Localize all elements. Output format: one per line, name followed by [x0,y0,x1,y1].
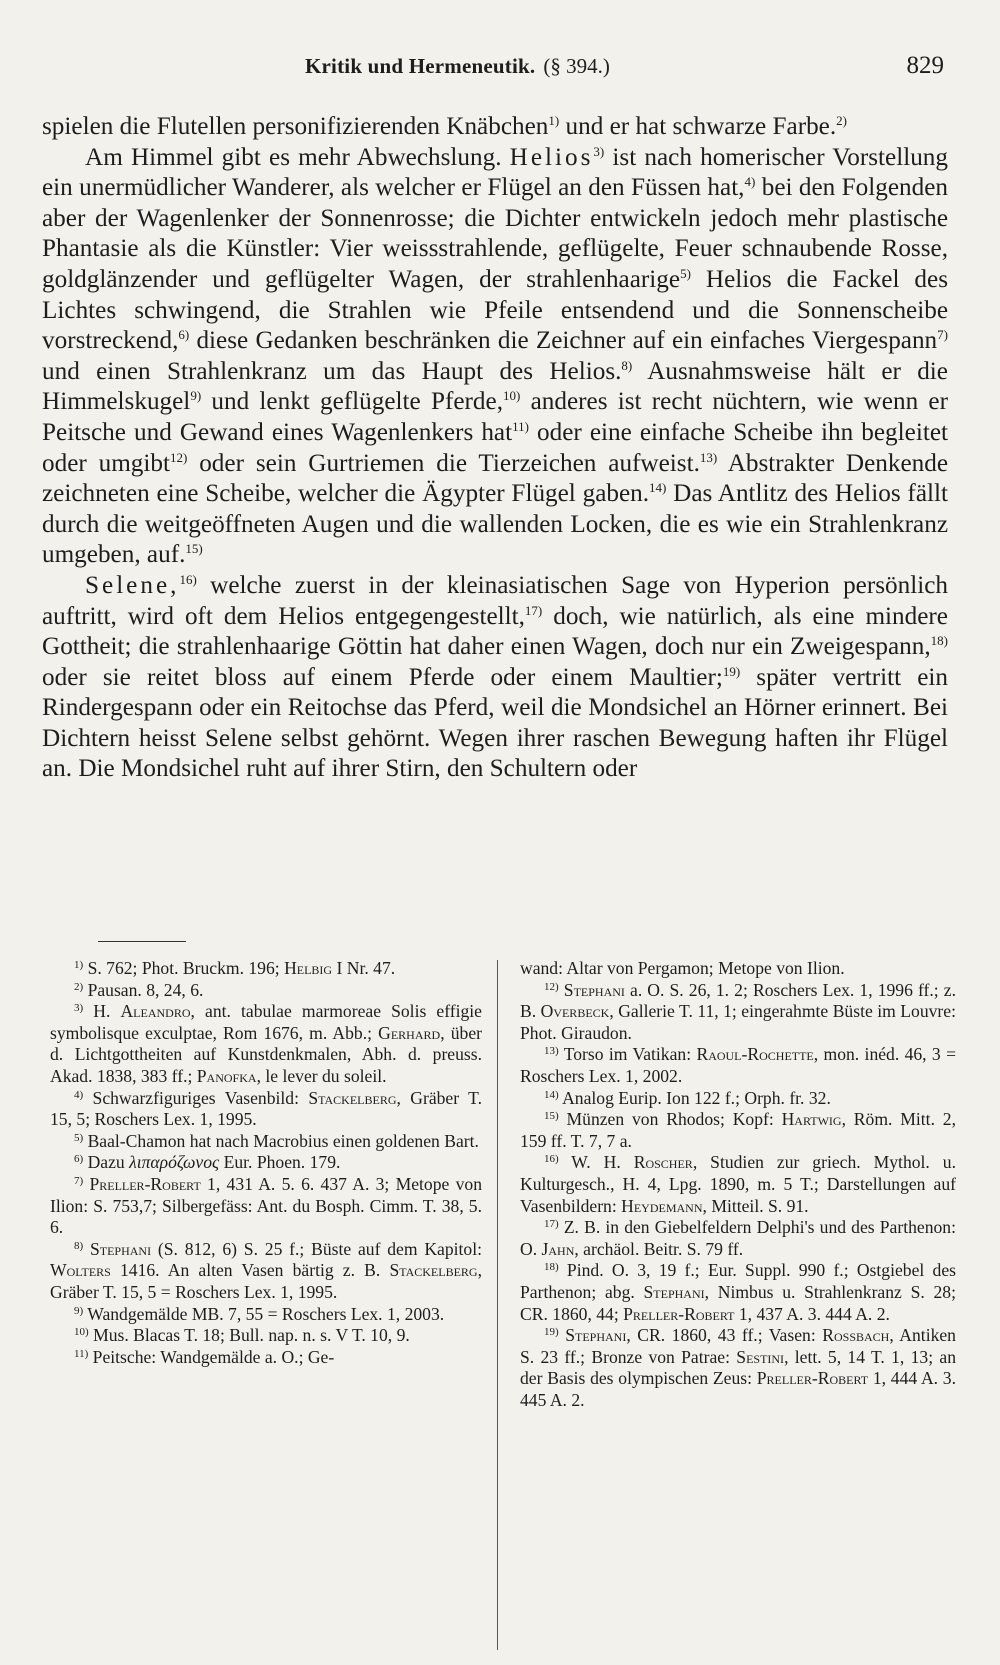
footnote-ref: 18) [930,633,948,649]
author-name: Stephani [563,979,625,1000]
paragraph-2 [42,143,948,571]
footnote-ref: 5) [680,265,691,281]
footnote-ref: 7) [937,327,948,343]
footnote-1 [50,958,482,980]
footnote-ref: 19) [722,663,741,679]
text-run: Mus. Blacas T. 18; Bull. nap. n. s. V T. 10, 9. [88,1325,410,1346]
footnote-number: 11) [74,1347,89,1360]
footnote-19 [520,1325,956,1411]
text-run: Eur. Phoen. 179. [219,1152,341,1173]
text-run: Z. B. in den Giebelfeldern Delphi's und des Parthenon: O. [520,1217,956,1259]
author-name: Rossbach [822,1325,890,1346]
footnote-ref: 4) [744,174,756,190]
section-reference: (§ 394.) [543,54,610,78]
author-name: Panofka [196,1065,257,1086]
footnote-9 [50,1304,482,1326]
footnote-number: 1) [74,959,84,971]
text-run: oder eine einfache Scheibe ihn begleitet oder umgibt [42,418,948,477]
footnote-number: 6) [74,1153,84,1166]
footnote-number: 19) [544,1326,559,1339]
text-run: Münzen von Rhodos; Kopf: [558,1109,782,1130]
footnote-ref: 1) [548,113,560,128]
text-run: Analog Eurip. Ion 122 f.; Orph. fr. 32. [558,1087,831,1108]
text-run: Am Himmel gibt es mehr Abwechslung. [85,143,510,171]
text-run: 1, 431 A. 5. 6. 437 A. 3; Metope von Ilion: S. 753,7; Silbergefäss: Ant. du Bosph. Cimm. T. 38, 5. 6. [50,1173,482,1238]
author-name: Preller-Robert [756,1368,869,1389]
author-name: Stephani [565,1325,627,1346]
page-number: 829 [906,52,944,79]
paragraph-3 [42,571,948,785]
text-run: 1, 444 A. 3. 445 A. 2. [520,1368,956,1410]
keyword-selene: Selene, [85,571,180,599]
author-name: Hartwig [781,1109,842,1130]
footnote-12 [520,980,956,1045]
text-run: Peitsche: Wandgemälde a. O.; Ge- [88,1346,335,1367]
footnote-number: 14) [544,1088,559,1101]
author-name: Raoul-Rochette [696,1044,814,1065]
text-run: , archäol. Beitr. S. 79 ff. [574,1238,744,1259]
footnote-number: 9) [74,1304,84,1317]
text-run: , über d. Lichtgottheiten auf Kunstdenkmalen, Abh. d. preuss. Akad. 1838, 383 ff.; [50,1022,482,1086]
text-run: Torso im Vatikan: [558,1044,697,1065]
footnote-ref: 3) [593,143,605,159]
text-run: , Gallerie T. 11, 1; eingerahmte Büste im Louvre: Phot. Giraudon. [520,1001,956,1043]
author-name: Stephani [89,1238,152,1259]
footnote-ref: 9) [190,388,202,404]
text-run: W. H. [558,1152,634,1173]
text-run: Pind. O. 3, 19 f.; Eur. Suppl. 990 f.; Ostgiebel des Parthenon; abg. [520,1260,956,1302]
greek-word: λιπαρόζωνος [129,1152,220,1173]
text-run: , le lever du soleil. [256,1065,387,1086]
footnote-ref: 10) [503,388,521,404]
text-run: (S. 812, 6) S. 25 f.; Büste auf dem Kapitol: [151,1238,483,1259]
footnote-ref: 15) [185,541,203,557]
main-text [42,112,948,785]
text-run: H. [83,1001,121,1022]
footnote-11 [50,1347,482,1369]
author-name: Wolters [50,1260,111,1281]
text-run: , ant. tabulae marmoreae Solis effigie symbolisque exculptae, Rom 1676, m. Abb.; [50,1001,482,1043]
footnote-number: 4) [74,1088,84,1101]
text-run: Abstrakter Denkende zeichneten eine Scheibe, welcher die Ägypter Flügel gaben. [42,449,948,508]
footnote-ref: 13) [699,449,718,465]
footnote-number: 13) [544,1045,559,1058]
author-name: Overbeck [540,1001,610,1022]
text-run: I Nr. 47. [332,958,396,978]
text-run: wand: Altar von Pergamon; Metope von Ilion. [520,958,845,978]
text-run: später vertritt ein Rindergespann oder ein Reitochse das Pferd, weil die Mondsichel an Hörner erinnert. Bei Dichtern heisst Selene selbst gehörnt. Wegen ihrer raschen Bewegung haften ihr Flügel an. Die Mondsichel ruht auf ihrer Stirn, den Schultern oder [42,663,948,783]
footnote-6 [50,1152,482,1174]
footnote-number: 8) [74,1239,84,1252]
author-name: Jahn [541,1238,575,1259]
footnote-number: 7) [74,1174,84,1187]
footnote-number: 2) [74,980,84,993]
text-run: oder sein Gurtriemen die Tierzeichen aufweist. [187,449,700,477]
footnote-ref: 2) [836,113,848,128]
keyword-helios: Helios [509,143,594,171]
text-run: S. 762; Phot. Bruckm. 196; [83,958,285,978]
footnote-separator [98,941,186,942]
text-run: , CR. 1860, 43 ff.; Vasen: [626,1325,823,1346]
footnote-18 [520,1260,956,1325]
text-run: Das Antlitz des Helios fällt durch die weitgeöffneten Augen und die wallenden Locken, die es wie ein Strahlenkranz umgeben, auf. [42,480,948,569]
footnote-4 [50,1088,482,1131]
running-title: Kritik und Hermeneutik. [305,54,536,78]
author-name: Roscher [633,1152,693,1173]
footnote-number: 3) [74,1002,84,1015]
footnote-ref: 11) [512,418,529,434]
text-run: Schwarzfiguriges Vasenbild: [83,1087,309,1108]
text-run: , Antiken S. 23 ff.; Bronze von Patrae: [520,1325,956,1367]
footnotes-left-column [50,958,482,1368]
text-run: doch, wie natürlich, als eine mindere Gottheit; die strahlenhaarige Göttin hat daher einen Wagen, doch nur ein Zweigespann, [42,602,948,661]
text-run: ist nach homerischer Vorstellung ein unermüdlicher Wanderer, als welcher er Flügel an den Füssen hat, [42,143,948,202]
text-run [83,1239,90,1259]
footnote-number: 5) [74,1131,84,1144]
footnote-16 [520,1152,956,1217]
text-run: spielen die Flutellen personifizierenden Knäbchen [42,113,549,140]
text-run: Pausan. 8, 24, 6. [83,979,204,1000]
footnote-number: 10) [74,1326,89,1339]
author-name: Sestini [736,1346,785,1367]
author-name: Preller-Robert [89,1173,201,1194]
text-run: bei den Folgenden aber der Wagenlenker der Sonnenrosse; die Dichter entwickeln jedoch mehr plastische Phantasie als die Künstler: Vier weissstrahlende, geflügelte, Feuer schnaubende Rosse, goldglänzender und geflügelter Wagen, der strahlenhaarige [42,174,948,293]
author-name: Gerhard [378,1022,441,1043]
footnote-number: 18) [544,1261,559,1274]
author-name: Heydemann [621,1195,703,1216]
text-run: , mon. inéd. 46, 3 = Roschers Lex. 1, 2002. [520,1044,956,1086]
text-run: 1416. An alten Vasen bärtig z. B. [110,1260,390,1281]
text-run: diese Gedanken beschränken die Zeichner auf ein einfaches Viergespann [189,327,938,355]
author-name: Stackelberg [308,1087,397,1108]
text-run: , Mitteil. S. 91. [702,1195,809,1216]
author-name: Preller-Robert [623,1303,735,1324]
text-run: Dazu [83,1152,130,1173]
text-run: Helios die Fackel des Lichtes schwingend, die Strahlen wie Pfeile entsendend und die Sonnenscheibe vorstreckend, [42,265,948,355]
text-run: und lenkt geflügelte Pferde, [201,388,503,416]
text-run: , Gräber T. 15, 5; Roschers Lex. 1, 1995. [50,1087,482,1130]
text-run: oder sie reitet bloss auf einem Pferde oder einem Maultier; [42,663,723,691]
text-run: 1, 437 A. 3. 444 A. 2. [734,1303,890,1324]
footnote-number: 16) [544,1153,559,1166]
column-divider [497,960,498,1650]
author-name: Helbig [284,958,333,978]
text-run: Wandgemälde MB. 7, 55 = Roschers Lex. 1, 2003. [83,1303,445,1324]
author-name: Stephani [643,1281,705,1302]
footnote-11-continued [520,958,956,980]
text-run: , Studien zur griech. Mythol. u. Kulturgesch., H. 4, Lpg. 1890, m. 5 T.; Darstellungen auf Vasenbildern: [520,1152,956,1216]
footnote-13 [520,1044,956,1087]
footnote-number: 17) [544,1218,559,1231]
footnote-number: 12) [544,980,559,993]
text-run: Baal-Chamon hat nach Macrobius einen goldenen Bart. [83,1130,479,1151]
text-run: welche zuerst in der kleinasiatischen Sage von Hyperion persönlich auftritt, wird oft dem Helios entgegengestellt, [42,571,948,630]
text-run: Ausnahmsweise hält er die Himmelskugel [42,357,948,416]
footnotes-right-column [520,958,956,1411]
text-run: , Röm. Mitt. 2, 159 ff. T. 7, 7 a. [520,1109,956,1151]
footnote-15 [520,1109,956,1152]
text-run: und einen Strahlenkranz um das Haupt des Helios. [42,357,622,385]
footnote-ref: 17) [524,602,543,618]
author-name: Stackelberg [389,1260,478,1281]
paragraph-1 [42,112,948,143]
footnote-2 [50,980,482,1002]
text-run: , Nimbus u. Strahlenkranz S. 28; CR. 1860, 44; [520,1281,956,1324]
text-run: , Gräber T. 15, 5 = Roschers Lex. 1, 1995. [50,1260,482,1302]
footnote-ref: 8) [621,357,633,373]
text-run: a. O. S. 26, 1. 2; Roschers Lex. 1, 1996 ff.; z. B. [520,979,956,1022]
footnote-number: 15) [544,1110,559,1123]
footnote-3 [50,1001,482,1087]
footnote-17 [520,1217,956,1260]
footnote-8 [50,1239,482,1304]
text-run: anderes ist recht nüchtern, wie wenn er Peitsche und Gewand eines Wagenlenkers hat [42,388,948,446]
footnote-ref: 6) [178,327,190,343]
footnote-7 [50,1174,482,1239]
footnote-5 [50,1131,482,1153]
footnote-10 [50,1325,482,1347]
author-name: Aleandro [120,1001,191,1022]
footnote-ref: 12) [170,449,188,465]
text-run: , lett. 5, 14 T. 1, 13; an der Basis des olympischen Zeus: [520,1346,956,1389]
footnote-ref: 14) [649,480,667,496]
footnote-ref: 16) [179,571,197,587]
footnote-14 [520,1088,956,1110]
page-header [305,52,944,86]
text-run: und er hat schwarze Farbe. [559,113,837,140]
